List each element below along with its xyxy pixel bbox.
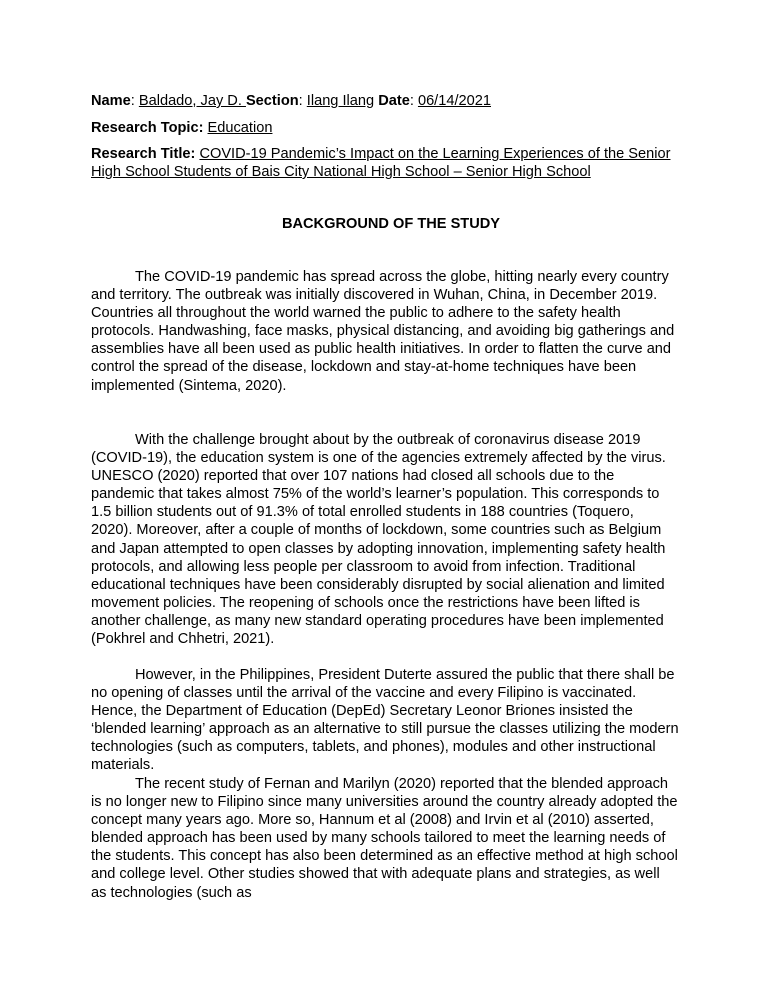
paragraph-4: The recent study of Fernan and Marilyn (2020) reported that the blended approach is no longer new to Filipino since many universities around the country already adopted the concept many years ago. More so, Hannum et al (2008) and Irvin et al (2010) asserted, blended approach has been used by many schools tailored to meet the learning needs of the students. This concept has also been determined as an effective method at high school and college level. Other studies showed that with adequate plans and strategies, as well as technologies (such as — [91, 776, 678, 901]
section-label: Section — [245, 93, 299, 109]
student-info-line: Name: Baldado, Jay D. Section: Ilang Ilang Date: 06/14/2021 — [91, 93, 491, 109]
paragraph-3: However, in the Philippines, President Duterte assured the public that there shall be no opening of classes until the arrival of the vaccine and every Filipino is vaccinated. Hence, the Department of Education (DepEd) Secretary Leonor Briones insisted the ‘blended learning’ approach as an alternative to still pursue the classes utilizing the modern technologies (such as computers, tablets, and phones), modules and other instructional materials. — [91, 667, 679, 774]
paragraph-2: With the challenge brought about by the outbreak of coronavirus disease 2019 (COVID-19), the education system is one of the agencies extremely affected by the virus. UNESCO (2020) reported that over 107 nations had closed all schools due to the pandemic that takes almost 75% of the world’s learner’s population. This corresponds to 1.5 billion students out of 91.3% of total enrolled students in 188 countries (Toquero, 2020). Moreover, after a couple of months of lockdown, some countries such as Belgium and Japan attempted to open classes by adopting innovation, implementing safety health protocols, and allowing less people per classroom to avoid from infection. Traditional educational techniques have been considerably disrupted by social alienation and limited movement policies. The reopening of schools once the restrictions have been lifted is another challenge, as many new standard operating procedures have been implemented (Pokhrel and Chhetri, 2021). — [91, 432, 666, 648]
name-label: Name — [91, 93, 131, 109]
section-heading: BACKGROUND OF THE STUDY — [281, 216, 501, 232]
name-value: Baldado, Jay D. — [138, 93, 246, 109]
date-value: 06/14/2021 — [417, 93, 491, 109]
date-label: Date — [378, 93, 410, 109]
research-title-value: COVID-19 Pandemic’s Impact on the Learning Experiences of the Senior High School Students of Bais City National High School – Senior High School — [91, 146, 671, 180]
research-topic-value: Education — [207, 120, 273, 136]
research-title-label: Research Title: — [91, 146, 196, 162]
paragraph-1: The COVID-19 pandemic has spread across the globe, hitting nearly every country and territory. The outbreak was initially discovered in Wuhan, China, in December 2019. Countries all throughout the world warned the public to adhere to the safety health protocols. Handwashing, face masks, physical distancing, and avoiding big gatherings and assemblies have all been used as public health initiatives. In order to flatten the curve and control the spread of the disease, lockdown and stay-at-home techniques have been implemented (Sintema, 2020). — [91, 269, 675, 394]
research-topic-line — [91, 119, 272, 137]
section-value: Ilang Ilang — [306, 93, 375, 109]
research-title-block — [91, 145, 691, 181]
research-topic-label: Research Topic: — [91, 120, 204, 136]
